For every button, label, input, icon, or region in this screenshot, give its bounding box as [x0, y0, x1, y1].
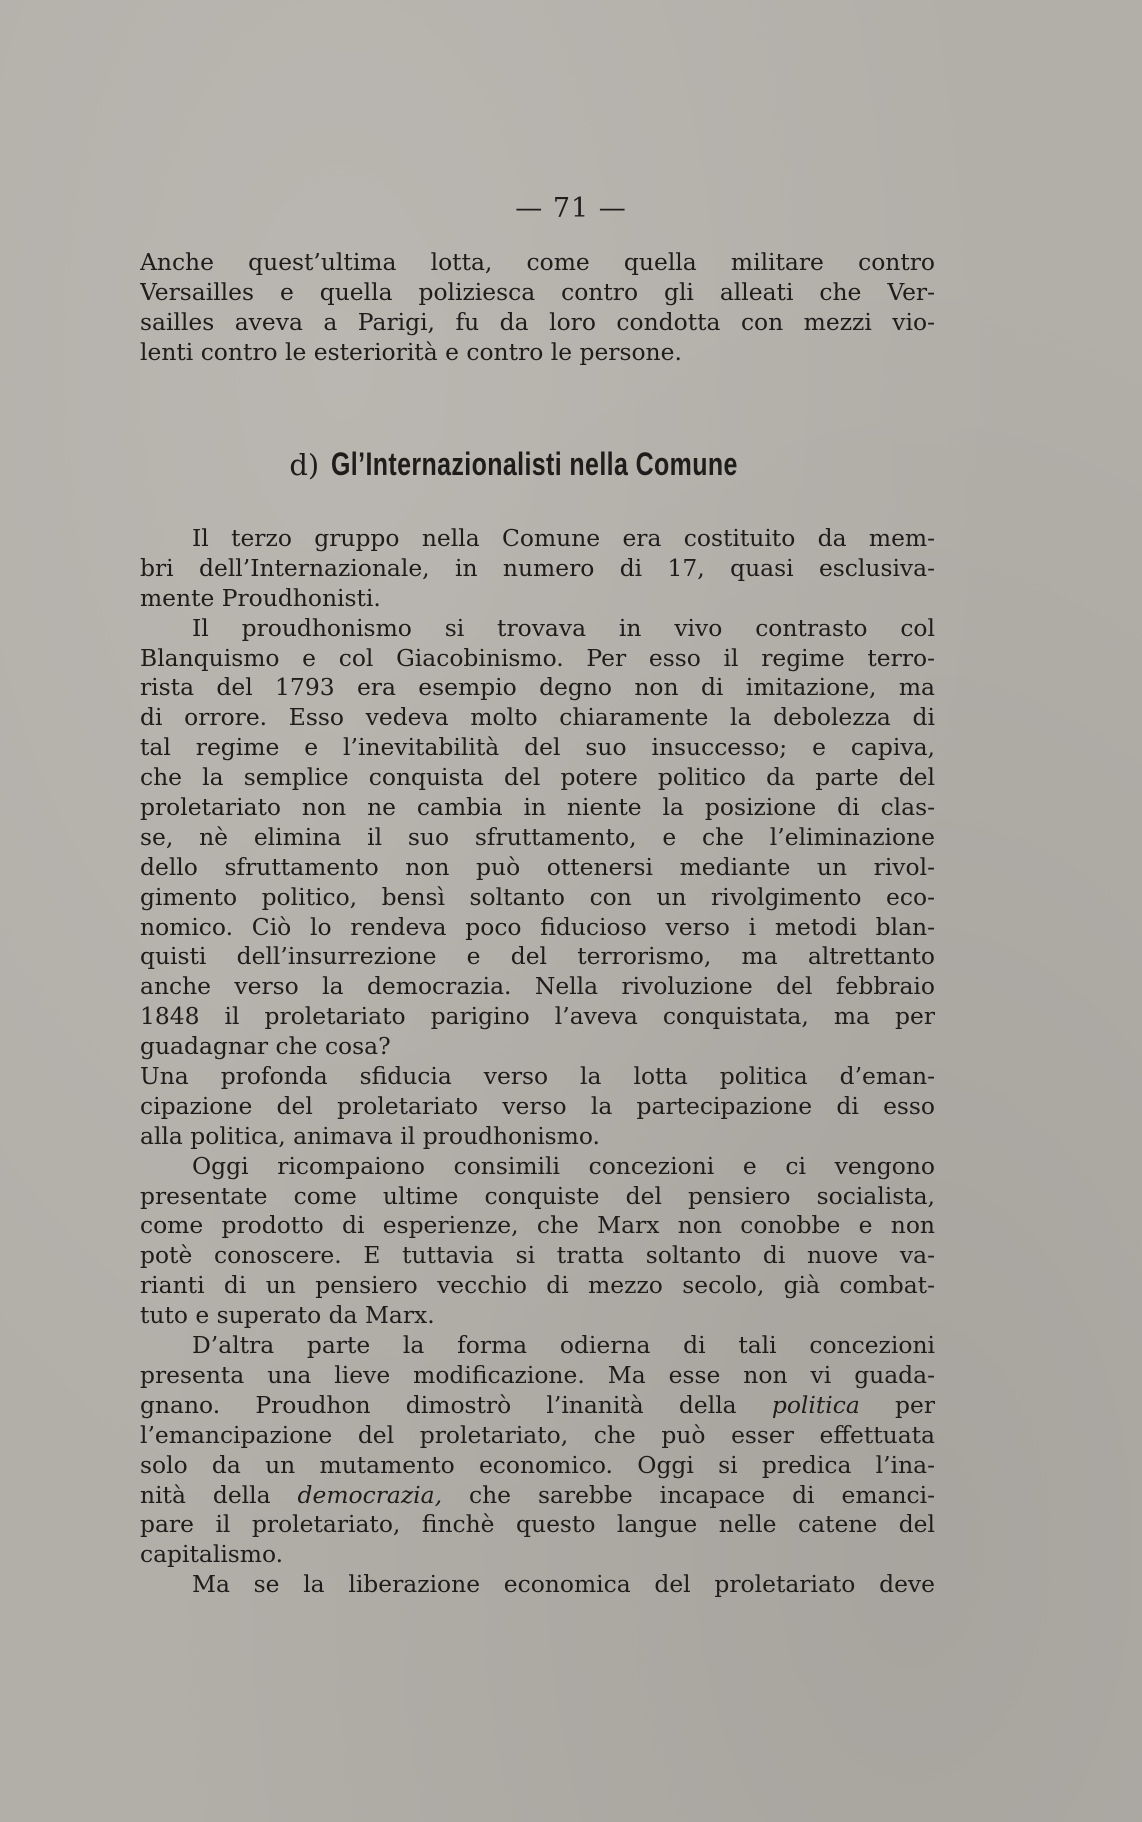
text-line: presenta una lieve modificazione. Ma esse non vi guada- [140, 1360, 935, 1389]
text-line: solo da un mutamento economico. Oggi si predica l’ina- [140, 1450, 935, 1479]
text-line: 1848 il proletariato parigino l’aveva conquistata, ma per [140, 1002, 935, 1031]
text-line: tuto e superato da Marx. [140, 1301, 435, 1330]
text-line: Blanquismo e col Giacobinismo. Per esso il regime terro- [140, 643, 935, 672]
text-line: Il proudhonismo si trovava in vivo contrasto col [192, 613, 935, 642]
text-line: D’altra parte la forma odierna di tali concezioni [192, 1331, 935, 1360]
text-line: presentate come ultime conquiste del pensiero socialista, [140, 1181, 935, 1210]
text-line: cipazione del proletariato verso la partecipazione di esso [140, 1091, 935, 1120]
text-segment: nità della [140, 1480, 271, 1509]
emphasized-word: politica [771, 1390, 860, 1419]
text-segment: per [895, 1390, 935, 1419]
text-line: anche verso la democrazia. Nella rivoluzione del febbraio [140, 972, 935, 1001]
text-line: Il terzo gruppo nella Comune era costituito da mem- [192, 524, 935, 552]
text-line: quisti dell’insurrezione e del terrorismo, ma altrettanto [140, 942, 935, 971]
text-line: di orrore. Esso vedeva molto chiaramente la debolezza di [140, 703, 935, 732]
text-line: se, nè elimina il suo sfruttamento, e che l’eliminazione [140, 822, 935, 851]
text-line-with-emphasis [140, 1481, 935, 1511]
text-line: dello sfruttamento non può ottenersi mediante un rivol- [140, 852, 935, 881]
text-line: bri dell’Internazionale, in numero di 17, quasi esclusiva- [140, 553, 935, 582]
text-line: Oggi ricompaiono consimili concezioni e ci vengono [192, 1151, 935, 1180]
text-line: pare il proletariato, finchè questo langue nelle catene del [140, 1510, 935, 1539]
text-line: potè conoscere. E tuttavia si tratta soltanto di nuove va- [140, 1241, 935, 1270]
text-line: Anche quest’ultima lotta, come quella militare contro [140, 248, 935, 276]
text-segment: che sarebbe incapace di emanci- [468, 1480, 935, 1509]
section-body [140, 524, 935, 1600]
text-line: rista del 1793 era esempio degno non di imitazione, ma [140, 673, 935, 702]
text-line-with-emphasis [140, 1391, 935, 1421]
emphasized-word: democrazia, [297, 1480, 443, 1509]
text-line: mente Proudhonisti. [140, 583, 381, 612]
text-segment: gnano. Proudhon dimostrò l’inanità della [140, 1390, 737, 1419]
text-line: lenti contro le esteriorità e contro le persone. [140, 337, 682, 366]
text-line: rianti di un pensiero vecchio di mezzo secolo, già combat- [140, 1271, 935, 1300]
text-line: gimento politico, bensì soltanto con un rivolgimento eco- [140, 882, 935, 911]
intro-paragraph [140, 248, 935, 368]
text-line: sailles aveva a Parigi, fu da loro condotta con mezzi vio- [140, 307, 935, 336]
text-line: Una profonda sfiducia verso la lotta politica d’eman- [140, 1062, 935, 1091]
page-number: — 71 — [515, 193, 627, 224]
text-line: alla politica, animava il proudhonismo. [140, 1121, 600, 1150]
text-line: capitalismo. [140, 1540, 284, 1569]
text-line: come prodotto di esperienze, che Marx non conobbe e non [140, 1211, 935, 1240]
text-line: tal regime e l’inevitabilità del suo insuccesso; e capiva, [140, 733, 935, 762]
section-letter: d) [289, 448, 320, 482]
text-line: nomico. Ciò lo rendeva poco fiducioso verso i metodi blan- [140, 912, 935, 941]
text-line: che la semplice conquista del potere politico da parte del [140, 763, 935, 792]
section-title: Gl’Internazionalisti nella Comune [331, 446, 738, 482]
text-line: guadagnar che cosa? [140, 1032, 391, 1061]
text-line: proletariato non ne cambia in niente la posizione di clas- [140, 793, 935, 822]
text-line: Ma se la liberazione economica del proletariato deve [192, 1570, 935, 1599]
text-line: l’emancipazione del proletariato, che può esser effettuata [140, 1420, 935, 1449]
section-heading [0, 446, 1142, 483]
text-line: Versailles e quella poliziesca contro gli alleati che Ver- [140, 277, 935, 306]
